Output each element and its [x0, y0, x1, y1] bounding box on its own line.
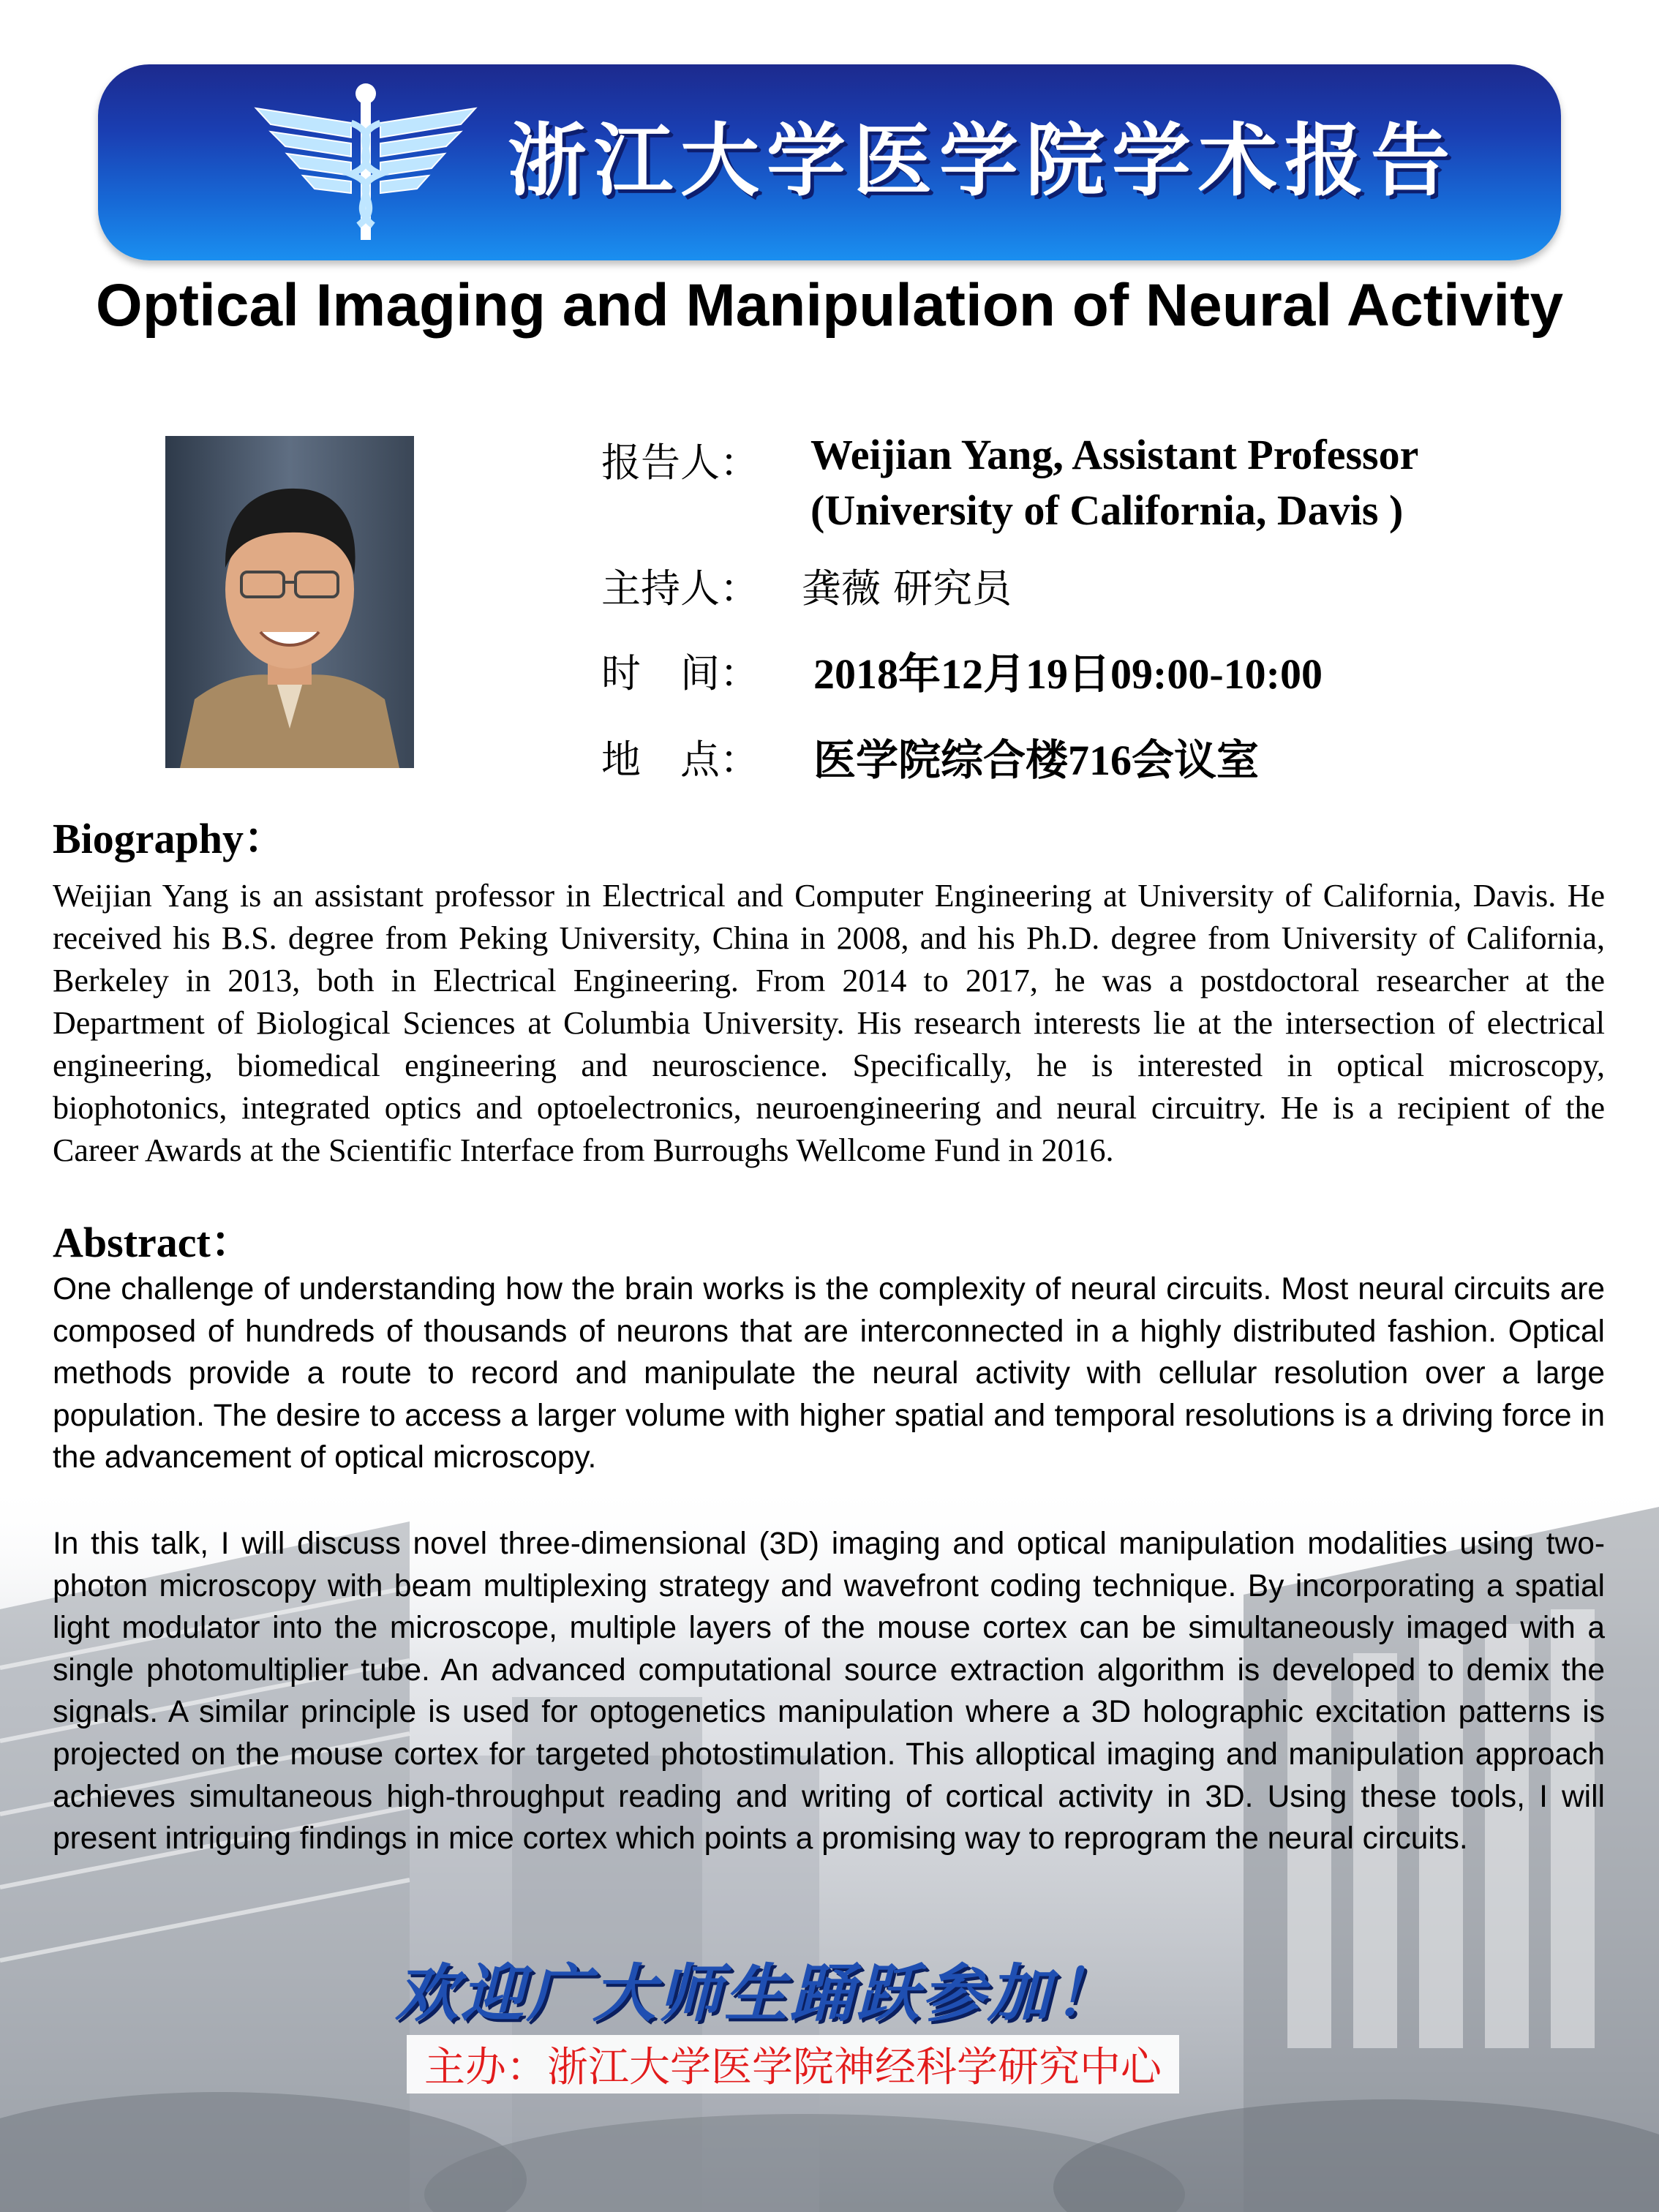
time-label: 时 间：: [601, 650, 759, 696]
header-banner: [98, 64, 1561, 260]
biography-text: Weijian Yang is an assistant professor in Electrical and Computer Engineering at University of California, Davis. He received his B.S. degree from Peking University, China in 2008, and his Ph.D. degree from University of California, Berkeley in 2013, both in Electrical Engineering. From 2014 to 2017, he was a postdoctoral researcher at the Department of Biological Sciences at Columbia University. His research interests lie at the intersection of electrical engineering, biomedical engineering and neuroscience. Specifically, he is interested in optical microscopy, biophotonics, integrated optics and optoelectronics, neuroengineering and neural circuitry. He is a recipient of the Career Awards at the Scientific Interface from Burroughs Wellcome Fund in 2016.: [53, 878, 1605, 1168]
abstract-heading: Abstract：: [53, 1219, 253, 1266]
talk-title: Optical Imaging and Manipulation of Neural Activity: [95, 272, 1564, 339]
venue-value: 医学院综合楼716会议室: [813, 737, 1260, 784]
venue-label: 地 点：: [601, 737, 759, 783]
biography-heading: Biography：: [53, 815, 287, 862]
organizer-text: 主办：浙江大学医学院神经科学研究中心: [407, 2035, 1179, 2094]
time-value: 2018年12月19日09:00-10:00: [813, 650, 1323, 698]
abstract-paragraph-1: One challenge of understanding how the brain works is the complexity of neural circuits. Most neural circuits are composed of hundreds of thousands of neurons that are interconnected in a highly distributed fashion. Optical methods provide a route to record and manipulate the neural activity with cellular resolution over a large population. The desire to access a larger volume with higher spatial and temporal resolutions is a driving force in the advancement of optical microscopy.: [53, 1272, 1605, 1475]
banner-title: 浙江大学医学院学术报告: [508, 116, 1458, 207]
speaker-portrait-photo: [165, 436, 414, 768]
abstract-paragraph-2: In this talk, I will discuss novel three-dimensional (3D) imaging and optical manipulation modalities using two-photon microscopy with beam multiplexing strategy and wavefront coding technique. By incorporating a spatial light modulator into the microscope, multiple layers of the mouse cortex can be simultaneously imaged with a single photomultiplier tube. An advanced computational source extraction algorithm is developed to demix the signals. A similar principle is used for optogenetics manipulation where a 3D holographic excitation patterns is projected on the mouse cortex for targeted photostimulation. This alloptical imaging and manipulation approach achieves simultaneous high-throughput reading and writing of cortical activity in 3D. Using these tools, I will present intriguing findings in mice cortex which points a promising way to reprogram the neural circuits.: [53, 1527, 1605, 1856]
caduceus-wings-icon: [241, 79, 490, 247]
welcome-slogan: 欢迎广大师生踊跃参加！: [395, 1957, 1119, 2031]
speaker-name: Weijian Yang, Assistant Professor: [810, 431, 1419, 478]
speaker-label: 报告人：: [601, 440, 759, 486]
speaker-affiliation: (University of California, Davis ): [810, 486, 1404, 534]
host-value: 龚薇 研究员: [802, 565, 1012, 612]
host-label: 主持人：: [601, 565, 759, 612]
